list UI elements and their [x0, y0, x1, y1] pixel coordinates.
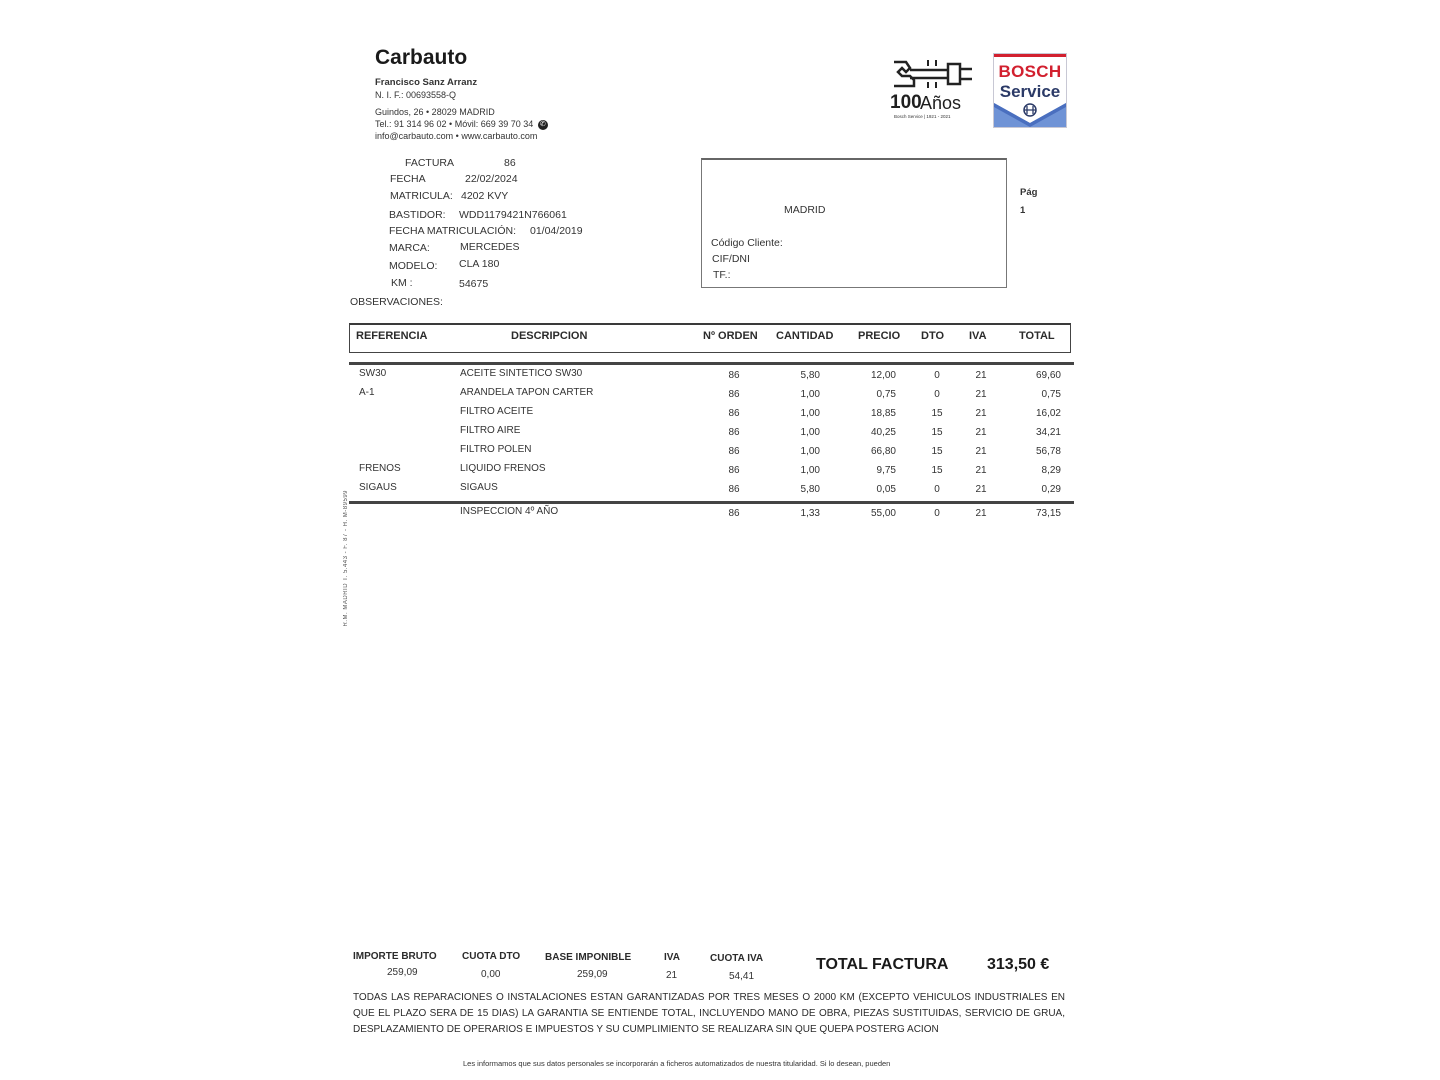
cell-desc: ARANDELA TAPON CARTER — [460, 387, 594, 398]
cell-cant: 1,00 — [800, 408, 820, 419]
cell-dto: 0 — [934, 389, 940, 400]
cell-precio: 0,05 — [876, 484, 896, 495]
cell-iva: 21 — [975, 465, 987, 476]
cell-iva: 21 — [975, 389, 987, 400]
cell-cant: 1,33 — [800, 508, 820, 519]
cell-orden: 86 — [728, 408, 740, 419]
cell-orden: 86 — [728, 484, 740, 495]
bosch-service-logo — [993, 53, 1067, 128]
marca-value: MERCEDES — [460, 241, 520, 253]
client-cif-label: CIF/DNI — [712, 253, 750, 265]
cell-dto: 15 — [931, 465, 943, 476]
wrench-plug-icon — [888, 56, 978, 94]
cell-cant: 1,00 — [800, 446, 820, 457]
privacy-notice: Les informamos que sus datos personales se incorporarán a ficheros automatizados de nuestra titularidad. Si lo desean, pueden — [463, 1059, 891, 1068]
cell-precio: 40,25 — [870, 427, 896, 438]
service-word: Service — [999, 82, 1061, 101]
cell-orden: 86 — [728, 465, 740, 476]
col-total: TOTAL — [1019, 330, 1055, 342]
cell-dto: 0 — [934, 370, 940, 381]
cell-iva: 21 — [975, 370, 987, 381]
km-value: 54675 — [459, 278, 489, 290]
cell-desc: SIGAUS — [460, 482, 498, 493]
cell-iva: 21 — [975, 408, 987, 419]
cell-total: 8,29 — [1041, 465, 1061, 476]
cell-cant: 5,80 — [800, 370, 820, 381]
cell-orden: 86 — [728, 427, 740, 438]
cell-precio: 66,80 — [870, 446, 896, 457]
cell-dto: 0 — [934, 484, 940, 495]
company-phones: Tel.: 91 314 96 02 • Móvil: 669 39 70 34 — [375, 119, 534, 129]
bastidor-label: BASTIDOR: — [389, 209, 446, 221]
cell-iva: 21 — [975, 427, 987, 438]
cell-precio: 12,00 — [870, 370, 896, 381]
cell-cant: 1,00 — [800, 427, 820, 438]
cell-desc: FILTRO ACEITE — [460, 406, 534, 417]
col-precio: PRECIO — [858, 330, 901, 342]
fecha-label: FECHA — [390, 173, 426, 185]
cell-cant: 1,00 — [800, 465, 820, 476]
cell-orden: 86 — [728, 446, 740, 457]
page-number: 1 — [1020, 205, 1026, 216]
cell-cant: 1,00 — [800, 389, 820, 400]
factura-value: 86 — [504, 157, 516, 169]
iva-label: IVA — [664, 952, 680, 963]
cell-iva: 21 — [975, 508, 987, 519]
cell-desc: LIQUIDO FRENOS — [460, 463, 546, 474]
company-phones-row — [375, 119, 548, 130]
cuota-dto-value: 0,00 — [481, 969, 501, 980]
cell-dto: 15 — [931, 446, 943, 457]
modelo-label: MODELO: — [389, 260, 438, 272]
cell-total: 73,15 — [1035, 508, 1061, 519]
cell-orden: 86 — [728, 508, 740, 519]
km-label: KM : — [391, 277, 413, 289]
cell-dto: 15 — [931, 427, 943, 438]
company-address: Guindos, 26 • 28029 MADRID — [375, 107, 495, 117]
marca-label: MARCA: — [389, 242, 430, 254]
client-box — [701, 158, 1007, 288]
anniversary-subtitle: Bosch Service | 1921 - 2021 — [894, 114, 951, 119]
factura-label: FACTURA — [405, 157, 455, 169]
client-city: MADRID — [784, 204, 826, 216]
fecha-matriculacion-value: 01/04/2019 — [530, 225, 583, 237]
cell-dto: 0 — [934, 508, 940, 519]
bosch-armature-icon — [994, 101, 1066, 127]
cell-ref: FRENOS — [359, 463, 401, 474]
cell-orden: 86 — [728, 389, 740, 400]
matricula-label: MATRICULA: — [390, 190, 453, 202]
cell-desc: FILTRO POLEN — [460, 444, 532, 455]
company-web: info@carbauto.com • www.carbauto.com — [375, 131, 538, 141]
cell-iva: 21 — [975, 446, 987, 457]
modelo-value: CLA 180 — [459, 258, 500, 270]
fecha-matriculacion-label: FECHA MATRICULACIÓN: — [389, 225, 516, 237]
cell-total: 0,75 — [1041, 389, 1061, 400]
importe-bruto-value: 259,09 — [387, 967, 418, 978]
cuota-iva-label: CUOTA IVA — [710, 953, 764, 964]
cuota-iva-value: 54,41 — [729, 971, 755, 982]
col-dto: DTO — [921, 330, 945, 342]
col-referencia: REFERENCIA — [356, 330, 428, 342]
cell-desc: INSPECCION 4º AÑO — [460, 506, 559, 517]
cell-orden: 86 — [728, 370, 740, 381]
anniversary-number: 100 — [890, 92, 922, 113]
company-owner: Francisco Sanz Arranz — [375, 77, 478, 88]
cell-total: 0,29 — [1041, 484, 1061, 495]
cell-desc: ACEITE SINTETICO SW30 — [460, 368, 583, 379]
cell-ref: SIGAUS — [359, 482, 397, 493]
company-nif: N. I. F.: 00693558-Q — [375, 90, 457, 100]
cell-precio: 55,00 — [870, 508, 896, 519]
total-factura-label: TOTAL FACTURA — [816, 956, 949, 973]
cell-total: 34,21 — [1035, 427, 1061, 438]
cell-desc: FILTRO AIRE — [460, 425, 521, 436]
cell-dto: 15 — [931, 408, 943, 419]
cell-precio: 0,75 — [876, 389, 896, 400]
base-imponible-value: 259,09 — [577, 969, 608, 980]
iva-value: 21 — [666, 970, 678, 981]
col-descripcion: DESCRIPCION — [511, 330, 588, 342]
cell-precio: 18,85 — [870, 408, 896, 419]
cell-total: 56,78 — [1035, 446, 1061, 457]
cuota-dto-label: CUOTA DTO — [462, 951, 521, 962]
registry-side-text: R.M. MADRID T. 5.443 - F. 87 - H. M-89599 — [343, 490, 349, 627]
cell-iva: 21 — [975, 484, 987, 495]
cell-ref: A-1 — [359, 387, 375, 398]
total-factura-value: 313,50 € — [987, 956, 1050, 973]
client-code-label: Código Cliente: — [711, 237, 783, 249]
col-cantidad: CANTIDAD — [776, 330, 834, 342]
table-bottom-rule — [349, 501, 1074, 504]
importe-bruto-label: IMPORTE BRUTO — [353, 951, 437, 962]
cell-total: 69,60 — [1035, 370, 1061, 381]
anniversary-logo — [888, 56, 978, 122]
whatsapp-icon: ✆ — [538, 120, 548, 130]
matricula-value: 4202 KVY — [461, 190, 509, 202]
base-imponible-label: BASE IMPONIBLE — [545, 952, 632, 963]
company-name: Carbauto — [375, 46, 468, 69]
col-orden: Nº ORDEN — [703, 330, 758, 342]
cell-total: 16,02 — [1035, 408, 1061, 419]
bastidor-value: WDD1179421N766061 — [459, 209, 567, 221]
client-tf-label: TF.: — [713, 269, 731, 281]
fecha-value: 22/02/2024 — [465, 173, 518, 185]
cell-precio: 9,75 — [876, 465, 896, 476]
bosch-word: BOSCH — [998, 62, 1062, 81]
warranty-legal-text: TODAS LAS REPARACIONES O INSTALACIONES ESTAN GARANTIZADAS POR TRES MESES O 2000 KM (EXCEPTO VEHICULOS INDUSTRIALES EN QUE EL PLAZO SERA DE 15 DIAS) LA GARANTIA SE ENTIENDE TOTAL, INCLUYENDO MANO DE OBRA, PIEZAS SUSTITUIDAS, SERVICIO DE GRUA, DESPLAZAMIENTO DE OPERARIOS E IMPUESTOS Y SU CUMPLIMIENTO SE REALIZARA SIN QUE QUEPA POSTERG ACION — [353, 992, 1065, 1035]
col-iva: IVA — [969, 330, 987, 342]
cell-ref: SW30 — [359, 368, 387, 379]
anniversary-word: Años — [920, 93, 962, 113]
observaciones-label: OBSERVACIONES: — [350, 296, 443, 308]
page-label: Pág — [1020, 187, 1038, 198]
table-top-rule — [349, 362, 1074, 365]
cell-cant: 5,80 — [800, 484, 820, 495]
